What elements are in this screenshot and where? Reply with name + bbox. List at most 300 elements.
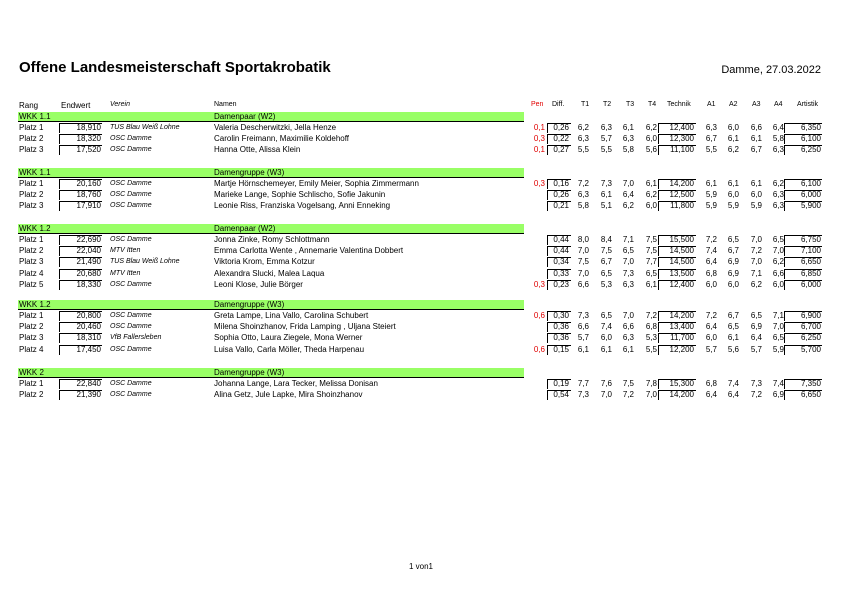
cell-a1: 7,2 xyxy=(705,235,717,244)
cell-a2: 6,1 xyxy=(727,134,739,144)
cell-t2: 6,1 xyxy=(600,344,612,354)
cell-technik: 15,300 xyxy=(669,379,694,388)
cell-artistik: 5,700 xyxy=(800,344,821,354)
column-namen: Namen xyxy=(214,101,237,108)
cell-a2: 6,4 xyxy=(727,390,739,400)
cell-a3: 5,9 xyxy=(750,201,762,211)
cell-t1: 7,0 xyxy=(577,268,589,278)
cell-t3: 6,4 xyxy=(622,190,634,200)
column-t1: T1 xyxy=(581,101,590,108)
cell-a3: 6,9 xyxy=(750,322,762,332)
cell-technik: 14,200 xyxy=(669,179,694,188)
cell-technik: 13,500 xyxy=(669,268,694,278)
cell-t1: 6,1 xyxy=(577,344,589,354)
cell-t4: 7,2 xyxy=(645,311,657,320)
cell-t3: 6,1 xyxy=(622,344,634,354)
cell-t1: 6,6 xyxy=(577,322,589,332)
cell-pen: 0,3 xyxy=(533,179,545,188)
cell-diff: 0,22 xyxy=(553,134,569,144)
cell-t2: 6,3 xyxy=(600,123,612,132)
column-artistik: Artistik xyxy=(797,101,818,108)
cell-a2: 6,5 xyxy=(727,235,739,244)
cell-t2: 7,3 xyxy=(600,179,612,188)
cell-a2: 6,5 xyxy=(727,322,739,332)
cell-a1: 7,4 xyxy=(705,246,717,256)
cell-platz: Platz 5 xyxy=(19,279,44,289)
cell-a1: 6,4 xyxy=(705,390,717,400)
cell-endwert: 20,680 xyxy=(76,268,101,278)
cell-platz: Platz 1 xyxy=(19,179,44,188)
cell-a4: 6,3 xyxy=(772,190,784,200)
cell-a1: 5,9 xyxy=(705,190,717,200)
cell-t4: 6,0 xyxy=(645,134,657,144)
cell-t3: 7,2 xyxy=(622,390,634,400)
cell-t3: 7,1 xyxy=(622,235,634,244)
cell-t2: 6,0 xyxy=(600,333,612,343)
table-row xyxy=(0,246,842,257)
cell-a4: 6,2 xyxy=(772,179,784,188)
cell-verein: OSC Damme xyxy=(110,391,152,399)
section-wkk: WKK 1.2 xyxy=(19,300,51,309)
cell-diff: 0,19 xyxy=(553,379,569,388)
cell-a4: 6,5 xyxy=(772,333,784,343)
cell-namen: Greta Lampe, Lina Vallo, Carolina Schubert xyxy=(214,311,369,320)
cell-a1: 6,0 xyxy=(705,279,717,289)
column-t2: T2 xyxy=(603,101,612,108)
table-row xyxy=(0,379,842,390)
cell-namen: Sophia Otto, Laura Ziegele, Mona Werner xyxy=(214,333,363,343)
cell-endwert: 18,310 xyxy=(76,333,101,343)
cell-t2: 5,5 xyxy=(600,145,612,155)
section-wkk: WKK 1.1 xyxy=(19,112,51,121)
cell-namen: Luisa Vallo, Carla Möller, Theda Harpenau xyxy=(214,344,365,354)
cell-verein: OSC Damme xyxy=(110,345,152,353)
cell-t1: 5,8 xyxy=(577,201,589,211)
cell-a4: 6,2 xyxy=(772,257,784,267)
cell-platz: Platz 4 xyxy=(19,268,44,278)
cell-a2: 6,2 xyxy=(727,145,739,155)
cell-endwert: 21,490 xyxy=(76,257,101,267)
cell-diff: 0,26 xyxy=(553,190,569,200)
cell-a4: 7,0 xyxy=(772,322,784,332)
column-t3: T3 xyxy=(626,101,635,108)
cell-t4: 6,8 xyxy=(645,322,657,332)
cell-t2: 5,7 xyxy=(600,134,612,144)
cell-verein: OSC Damme xyxy=(110,146,152,154)
section-category: Damengruppe (W3) xyxy=(214,300,285,309)
cell-a4: 7,1 xyxy=(772,311,784,320)
cell-platz: Platz 2 xyxy=(19,322,44,332)
cell-pen: 0,6 xyxy=(533,344,545,354)
cell-t4: 6,5 xyxy=(645,268,657,278)
cell-technik: 14,200 xyxy=(669,390,694,400)
cell-t2: 8,4 xyxy=(600,235,612,244)
cell-artistik: 6,900 xyxy=(800,311,821,320)
cell-platz: Platz 1 xyxy=(19,379,44,388)
cell-verein: MTV Itten xyxy=(110,247,141,255)
cell-technik: 13,400 xyxy=(669,322,694,332)
cell-endwert: 18,910 xyxy=(76,123,101,132)
cell-t3: 7,3 xyxy=(622,268,634,278)
cell-t4: 6,1 xyxy=(645,179,657,188)
cell-a3: 6,4 xyxy=(750,333,762,343)
cell-t4: 6,2 xyxy=(645,123,657,132)
cell-diff: 0,33 xyxy=(553,268,569,278)
cell-platz: Platz 3 xyxy=(19,257,44,267)
cell-a1: 6,3 xyxy=(705,123,717,132)
cell-pen: 0,1 xyxy=(533,145,545,155)
cell-t3: 6,3 xyxy=(622,279,634,289)
cell-artistik: 6,350 xyxy=(800,123,821,132)
cell-a2: 6,7 xyxy=(727,311,739,320)
table-row xyxy=(0,257,842,268)
cell-a3: 7,0 xyxy=(750,257,762,267)
cell-endwert: 17,910 xyxy=(76,201,101,211)
cell-namen: Leonie Riss, Franziska Vogelsang, Anni Enneking xyxy=(214,201,391,211)
cell-t4: 7,5 xyxy=(645,246,657,256)
cell-diff: 0,27 xyxy=(553,145,569,155)
cell-t2: 6,1 xyxy=(600,190,612,200)
cell-a4: 6,6 xyxy=(772,268,784,278)
column-a3: A3 xyxy=(752,101,761,108)
cell-a3: 6,1 xyxy=(750,179,762,188)
cell-t1: 6,3 xyxy=(577,134,589,144)
cell-endwert: 20,160 xyxy=(76,179,101,188)
cell-t4: 7,8 xyxy=(645,379,657,388)
cell-a3: 6,1 xyxy=(750,134,762,144)
table-row xyxy=(0,269,842,280)
cell-diff: 0,34 xyxy=(553,257,569,267)
cell-technik: 12,400 xyxy=(669,123,694,132)
cell-t4: 6,1 xyxy=(645,279,657,289)
cell-technik: 12,300 xyxy=(669,134,694,144)
cell-t4: 5,3 xyxy=(645,333,657,343)
cell-t4: 7,5 xyxy=(645,235,657,244)
cell-endwert: 22,840 xyxy=(76,379,101,388)
cell-diff: 0,23 xyxy=(553,279,569,289)
cell-t3: 7,0 xyxy=(622,179,634,188)
cell-technik: 11,100 xyxy=(670,145,694,155)
cell-pen: 0,6 xyxy=(533,311,545,320)
cell-a2: 7,4 xyxy=(727,379,739,388)
cell-t2: 6,7 xyxy=(600,257,612,267)
cell-endwert: 21,390 xyxy=(76,390,101,400)
page-number: 1 von1 xyxy=(408,562,434,571)
cell-a1: 6,0 xyxy=(705,333,717,343)
cell-t2: 6,5 xyxy=(600,311,612,320)
cell-a4: 6,0 xyxy=(772,279,784,289)
cell-verein: OSC Damme xyxy=(110,180,152,187)
cell-artistik: 6,850 xyxy=(800,268,821,278)
cell-namen: Jonna Zinke, Romy Schlottmann xyxy=(214,235,330,244)
cell-verein: OSC Damme xyxy=(110,280,152,288)
cell-diff: 0,15 xyxy=(553,344,569,354)
table-row xyxy=(0,190,842,201)
cell-a4: 6,9 xyxy=(772,390,784,400)
cell-a2: 6,9 xyxy=(727,268,739,278)
cell-endwert: 18,320 xyxy=(76,134,101,144)
cell-a1: 6,4 xyxy=(705,257,717,267)
cell-t3: 6,6 xyxy=(622,322,634,332)
cell-verein: OSC Damme xyxy=(110,202,152,210)
cell-t1: 6,2 xyxy=(577,123,589,132)
cell-technik: 15,500 xyxy=(669,235,694,244)
cell-technik: 12,200 xyxy=(669,344,694,354)
cell-t1: 8,0 xyxy=(577,235,589,244)
cell-platz: Platz 3 xyxy=(19,333,44,343)
column-endwert: Endwert xyxy=(61,101,91,110)
cell-a3: 7,1 xyxy=(750,268,762,278)
cell-t2: 7,5 xyxy=(600,246,612,256)
cell-artistik: 6,700 xyxy=(800,322,821,332)
cell-t1: 7,3 xyxy=(577,390,589,400)
cell-technik: 12,400 xyxy=(669,279,694,289)
cell-a3: 6,7 xyxy=(750,145,762,155)
cell-t2: 7,0 xyxy=(600,390,612,400)
cell-a4: 7,4 xyxy=(772,379,784,388)
cell-namen: Martje Hörnschemeyer, Emily Meier, Sophia Zimmermann xyxy=(214,179,419,188)
table-row xyxy=(0,123,842,134)
cell-a4: 5,9 xyxy=(772,344,784,354)
cell-verein: OSC Damme xyxy=(110,323,152,331)
cell-t3: 7,5 xyxy=(622,379,634,388)
cell-namen: Viktoria Krom, Emma Kotzur xyxy=(214,257,315,267)
cell-technik: 11,700 xyxy=(670,333,694,343)
table-row xyxy=(0,322,842,333)
column-t4: T4 xyxy=(648,101,657,108)
cell-pen: 0,3 xyxy=(533,134,545,144)
cell-t3: 7,0 xyxy=(622,257,634,267)
cell-artistik: 6,250 xyxy=(800,145,821,155)
cell-a3: 7,2 xyxy=(750,246,762,256)
table-row xyxy=(0,390,842,401)
cell-t1: 7,5 xyxy=(577,257,589,267)
section-category: Damenpaar (W2) xyxy=(214,224,276,233)
place-date: Damme, 27.03.2022 xyxy=(721,64,821,76)
table-row xyxy=(0,201,842,212)
cell-a2: 6,1 xyxy=(727,333,739,343)
cell-artistik: 6,100 xyxy=(800,179,821,188)
cell-verein: OSC Damme xyxy=(110,312,152,319)
column-a1: A1 xyxy=(707,101,716,108)
cell-artistik: 6,650 xyxy=(800,257,821,267)
cell-platz: Platz 1 xyxy=(19,123,44,132)
cell-technik: 12,500 xyxy=(669,190,694,200)
cell-a2: 5,9 xyxy=(727,201,739,211)
table-row xyxy=(0,179,842,190)
cell-verein: OSC Damme xyxy=(110,191,152,199)
cell-a3: 6,6 xyxy=(750,123,762,132)
cell-t1: 7,2 xyxy=(577,179,589,188)
cell-a1: 5,7 xyxy=(705,344,717,354)
cell-a2: 6,0 xyxy=(727,190,739,200)
cell-a2: 6,0 xyxy=(727,123,739,132)
cell-platz: Platz 2 xyxy=(19,246,44,256)
table-row xyxy=(0,280,842,291)
cell-artistik: 6,100 xyxy=(800,134,821,144)
cell-namen: Marieke Lange, Sophie Schlischo, Sofie Jakunin xyxy=(214,190,386,200)
cell-t4: 6,2 xyxy=(645,190,657,200)
cell-artistik: 6,250 xyxy=(800,333,821,343)
cell-a2: 6,7 xyxy=(727,246,739,256)
cell-namen: Milena Shoinzhanov, Frida Lamping , Uljana Steiert xyxy=(214,322,396,332)
column-diff: Diff. xyxy=(552,101,565,108)
cell-verein: OSC Damme xyxy=(110,236,152,243)
cell-platz: Platz 2 xyxy=(19,134,44,144)
cell-t1: 6,3 xyxy=(577,190,589,200)
cell-t4: 7,7 xyxy=(645,257,657,267)
cell-t2: 6,5 xyxy=(600,268,612,278)
cell-namen: Emma Carlotta Wente , Annemarie Valentina Dobbert xyxy=(214,246,404,256)
cell-a4: 6,4 xyxy=(772,123,784,132)
cell-a4: 7,0 xyxy=(772,246,784,256)
cell-a4: 6,5 xyxy=(772,235,784,244)
cell-a1: 5,9 xyxy=(705,201,717,211)
cell-artistik: 6,750 xyxy=(800,235,821,244)
column-technik: Technik xyxy=(667,101,691,108)
cell-platz: Platz 2 xyxy=(19,190,44,200)
cell-namen: Alina Getz, Jule Lapke, Mira Shoinzhanov xyxy=(214,390,363,400)
cell-pen: 0,1 xyxy=(533,123,545,132)
cell-platz: Platz 3 xyxy=(19,201,44,211)
cell-namen: Carolin Freimann, Maximilie Koldehoff xyxy=(214,134,350,144)
cell-diff: 0,36 xyxy=(553,322,569,332)
cell-a1: 6,4 xyxy=(705,322,717,332)
cell-a3: 6,0 xyxy=(750,190,762,200)
cell-t2: 7,6 xyxy=(600,379,612,388)
cell-t1: 7,0 xyxy=(577,246,589,256)
cell-platz: Platz 2 xyxy=(19,390,44,400)
cell-diff: 0,21 xyxy=(553,201,569,211)
table-row xyxy=(0,333,842,344)
cell-namen: Hanna Otte, Alissa Klein xyxy=(214,145,301,155)
cell-platz: Platz 1 xyxy=(19,235,44,244)
cell-diff: 0,44 xyxy=(553,246,569,256)
cell-endwert: 18,760 xyxy=(76,190,101,200)
table-row xyxy=(0,145,842,156)
cell-endwert: 20,800 xyxy=(76,311,101,320)
table-row xyxy=(0,345,842,356)
cell-t3: 6,5 xyxy=(622,246,634,256)
section-category: Damengruppe (W3) xyxy=(214,168,285,177)
cell-t4: 5,5 xyxy=(645,344,657,354)
cell-artistik: 7,100 xyxy=(800,246,821,256)
cell-a3: 5,7 xyxy=(750,344,762,354)
cell-a3: 6,5 xyxy=(750,311,762,320)
section-wkk: WKK 1.1 xyxy=(19,168,51,177)
cell-namen: Leoni Klose, Julie Börger xyxy=(214,279,303,289)
cell-endwert: 17,450 xyxy=(76,344,101,354)
cell-t3: 6,3 xyxy=(622,134,634,144)
cell-a1: 6,7 xyxy=(705,134,717,144)
cell-verein: TUS Blau Weiß Lohne xyxy=(110,258,180,266)
cell-t4: 7,0 xyxy=(645,390,657,400)
cell-t2: 5,1 xyxy=(600,201,612,211)
cell-technik: 14,500 xyxy=(669,257,694,267)
cell-diff: 0,44 xyxy=(553,235,569,244)
cell-a2: 6,1 xyxy=(727,179,739,188)
cell-t1: 7,3 xyxy=(577,311,589,320)
cell-a2: 6,0 xyxy=(727,279,739,289)
cell-endwert: 22,040 xyxy=(76,246,101,256)
cell-a1: 5,5 xyxy=(705,145,717,155)
cell-t3: 6,2 xyxy=(622,201,634,211)
cell-artistik: 6,000 xyxy=(800,190,821,200)
cell-t1: 7,7 xyxy=(577,379,589,388)
section-category: Damenpaar (W2) xyxy=(214,112,276,121)
cell-t3: 6,1 xyxy=(622,123,634,132)
cell-t3: 6,3 xyxy=(622,333,634,343)
cell-a1: 6,8 xyxy=(705,379,717,388)
cell-t3: 5,8 xyxy=(622,145,634,155)
cell-namen: Alexandra Slucki, Malea Laqua xyxy=(214,268,325,278)
cell-platz: Platz 1 xyxy=(19,311,44,320)
cell-a1: 6,8 xyxy=(705,268,717,278)
cell-artistik: 5,900 xyxy=(800,201,821,211)
cell-t4: 6,0 xyxy=(645,201,657,211)
column-verein: Verein xyxy=(110,101,130,108)
cell-diff: 0,54 xyxy=(553,390,569,400)
column-rang: Rang xyxy=(19,101,39,110)
cell-t1: 5,5 xyxy=(577,145,589,155)
cell-technik: 14,200 xyxy=(669,311,694,320)
cell-pen: 0,3 xyxy=(533,279,545,289)
section-wkk: WKK 2 xyxy=(19,368,44,377)
cell-namen: Valeria Descherwitzki, Jella Henze xyxy=(214,123,337,132)
cell-verein: MTV Itten xyxy=(110,269,141,277)
cell-t4: 5,6 xyxy=(645,145,657,155)
column-a2: A2 xyxy=(729,101,738,108)
cell-a1: 6,1 xyxy=(705,179,717,188)
cell-a4: 6,3 xyxy=(772,201,784,211)
section-wkk: WKK 1.2 xyxy=(19,224,51,233)
cell-diff: 0,26 xyxy=(553,123,569,132)
cell-verein: OSC Damme xyxy=(110,380,152,387)
cell-verein: OSC Damme xyxy=(110,135,152,143)
cell-a3: 6,2 xyxy=(750,279,762,289)
cell-a2: 6,9 xyxy=(727,257,739,267)
cell-t2: 7,4 xyxy=(600,322,612,332)
cell-diff: 0,16 xyxy=(553,179,569,188)
cell-diff: 0,30 xyxy=(553,311,569,320)
cell-endwert: 22,690 xyxy=(76,235,101,244)
column-a4: A4 xyxy=(774,101,783,108)
cell-a3: 7,2 xyxy=(750,390,762,400)
cell-endwert: 20,460 xyxy=(76,322,101,332)
cell-endwert: 17,520 xyxy=(76,145,101,155)
cell-verein: TUS Blau Weiß Lohne xyxy=(110,124,180,131)
section-category: Damengruppe (W3) xyxy=(214,368,285,377)
cell-namen: Johanna Lange, Lara Tecker, Melissa Donisan xyxy=(214,379,378,388)
cell-platz: Platz 4 xyxy=(19,344,44,354)
table-row xyxy=(0,134,842,145)
cell-a1: 7,2 xyxy=(705,311,717,320)
cell-t1: 6,6 xyxy=(577,279,589,289)
table-row xyxy=(0,311,842,322)
cell-artistik: 6,650 xyxy=(800,390,821,400)
cell-verein: VfB Fallersleben xyxy=(110,334,162,342)
cell-t2: 5,3 xyxy=(600,279,612,289)
cell-artistik: 7,350 xyxy=(800,379,821,388)
cell-diff: 0,36 xyxy=(553,333,569,343)
cell-endwert: 18,330 xyxy=(76,279,101,289)
cell-a4: 6,3 xyxy=(772,145,784,155)
cell-platz: Platz 3 xyxy=(19,145,44,155)
table-row xyxy=(0,235,842,246)
cell-a3: 7,3 xyxy=(750,379,762,388)
cell-artistik: 6,000 xyxy=(800,279,821,289)
cell-a3: 7,0 xyxy=(750,235,762,244)
